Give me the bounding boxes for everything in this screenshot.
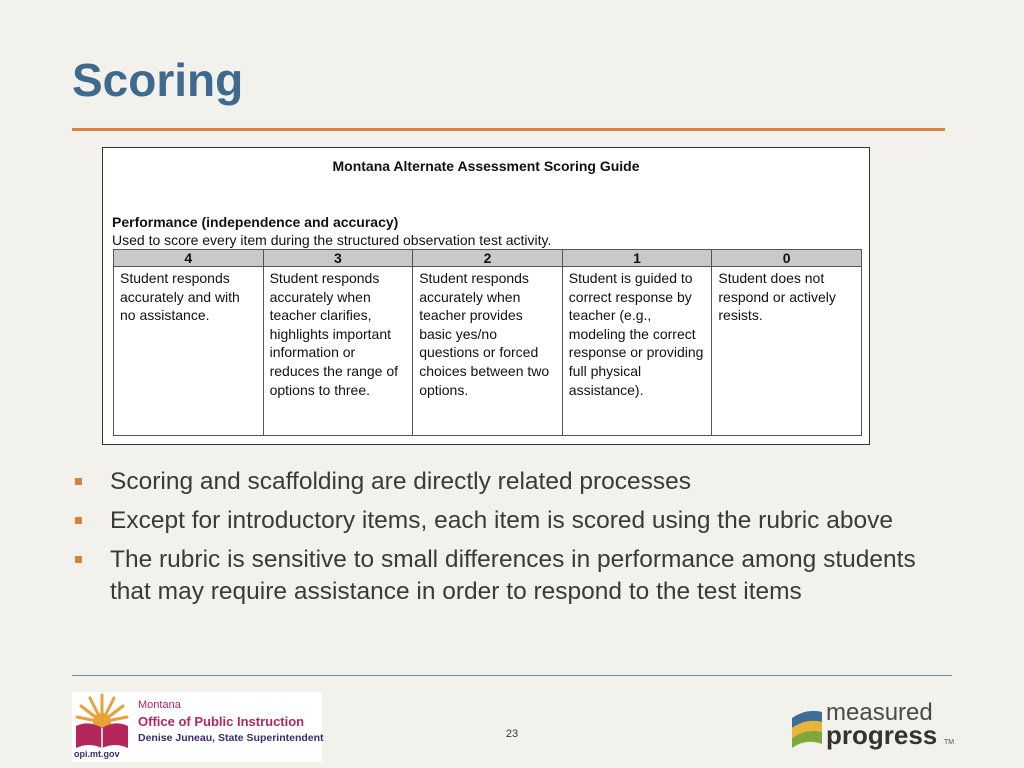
rubric-cell: Student responds accurately when teacher clarifies, highlights important information or reduces the range of options to three. [263, 267, 413, 436]
rubric-row [114, 267, 862, 436]
mp-trademark: TM [944, 739, 955, 746]
opi-state: Montana [138, 699, 181, 711]
rubric-table [113, 249, 862, 436]
opi-office: Office of Public Instruction [138, 714, 305, 729]
title-divider [72, 128, 945, 131]
scoring-guide [102, 147, 870, 445]
measured-progress-logo [790, 700, 954, 752]
performance-heading: Performance (independence and accuracy) [112, 214, 399, 230]
bullet-list [72, 466, 932, 615]
slide-title: Scoring [72, 54, 244, 106]
footer-divider [72, 675, 952, 676]
performance-description: Used to score every item during the structured observation test activity. [112, 232, 552, 248]
rubric-cell: Student does not respond or actively resists. [712, 267, 862, 436]
measured-progress-swoosh-icon [790, 706, 824, 750]
mp-word-measured: measured [826, 699, 933, 726]
opi-superintendent: Denise Juneau, State Superintendent [138, 732, 324, 744]
rubric-cell: Student responds accurately when teacher provides basic yes/no questions or forced choices between two options. [413, 267, 563, 436]
bullet-text: The rubric is sensitive to small differences in performance among students that may require assistance in order to respond to the test items [110, 546, 916, 605]
bullet-item [72, 466, 932, 498]
page-number: 23 [505, 728, 519, 740]
bullet-text: Scoring and scaffolding are directly related processes [110, 468, 692, 495]
bullet-text: Except for introductory items, each item is scored using the rubric above [110, 507, 893, 534]
bullet-item [72, 544, 932, 608]
square-bullet-icon [75, 478, 82, 485]
rubric-header-score: 0 [712, 250, 862, 267]
opi-logo [72, 692, 322, 762]
rubric-header-score: 2 [413, 250, 563, 267]
rubric-cell: Student responds accurately and with no assistance. [114, 267, 264, 436]
guide-title: Montana Alternate Assessment Scoring Guide [332, 158, 640, 174]
rubric-header-score: 3 [263, 250, 413, 267]
mp-word-progress: progress [826, 720, 938, 750]
square-bullet-icon [75, 517, 82, 524]
rubric-cell: Student is guided to correct response by teacher (e.g., modeling the correct response or providing full physical assistance). [562, 267, 712, 436]
bullet-item [72, 505, 932, 537]
rubric-header-score: 1 [562, 250, 712, 267]
square-bullet-icon [75, 556, 82, 563]
rubric-header-score: 4 [114, 250, 264, 267]
opi-url: opi.mt.gov [74, 749, 120, 759]
rubric-header-row [114, 250, 862, 267]
opi-sunburst-book-icon [72, 692, 134, 750]
